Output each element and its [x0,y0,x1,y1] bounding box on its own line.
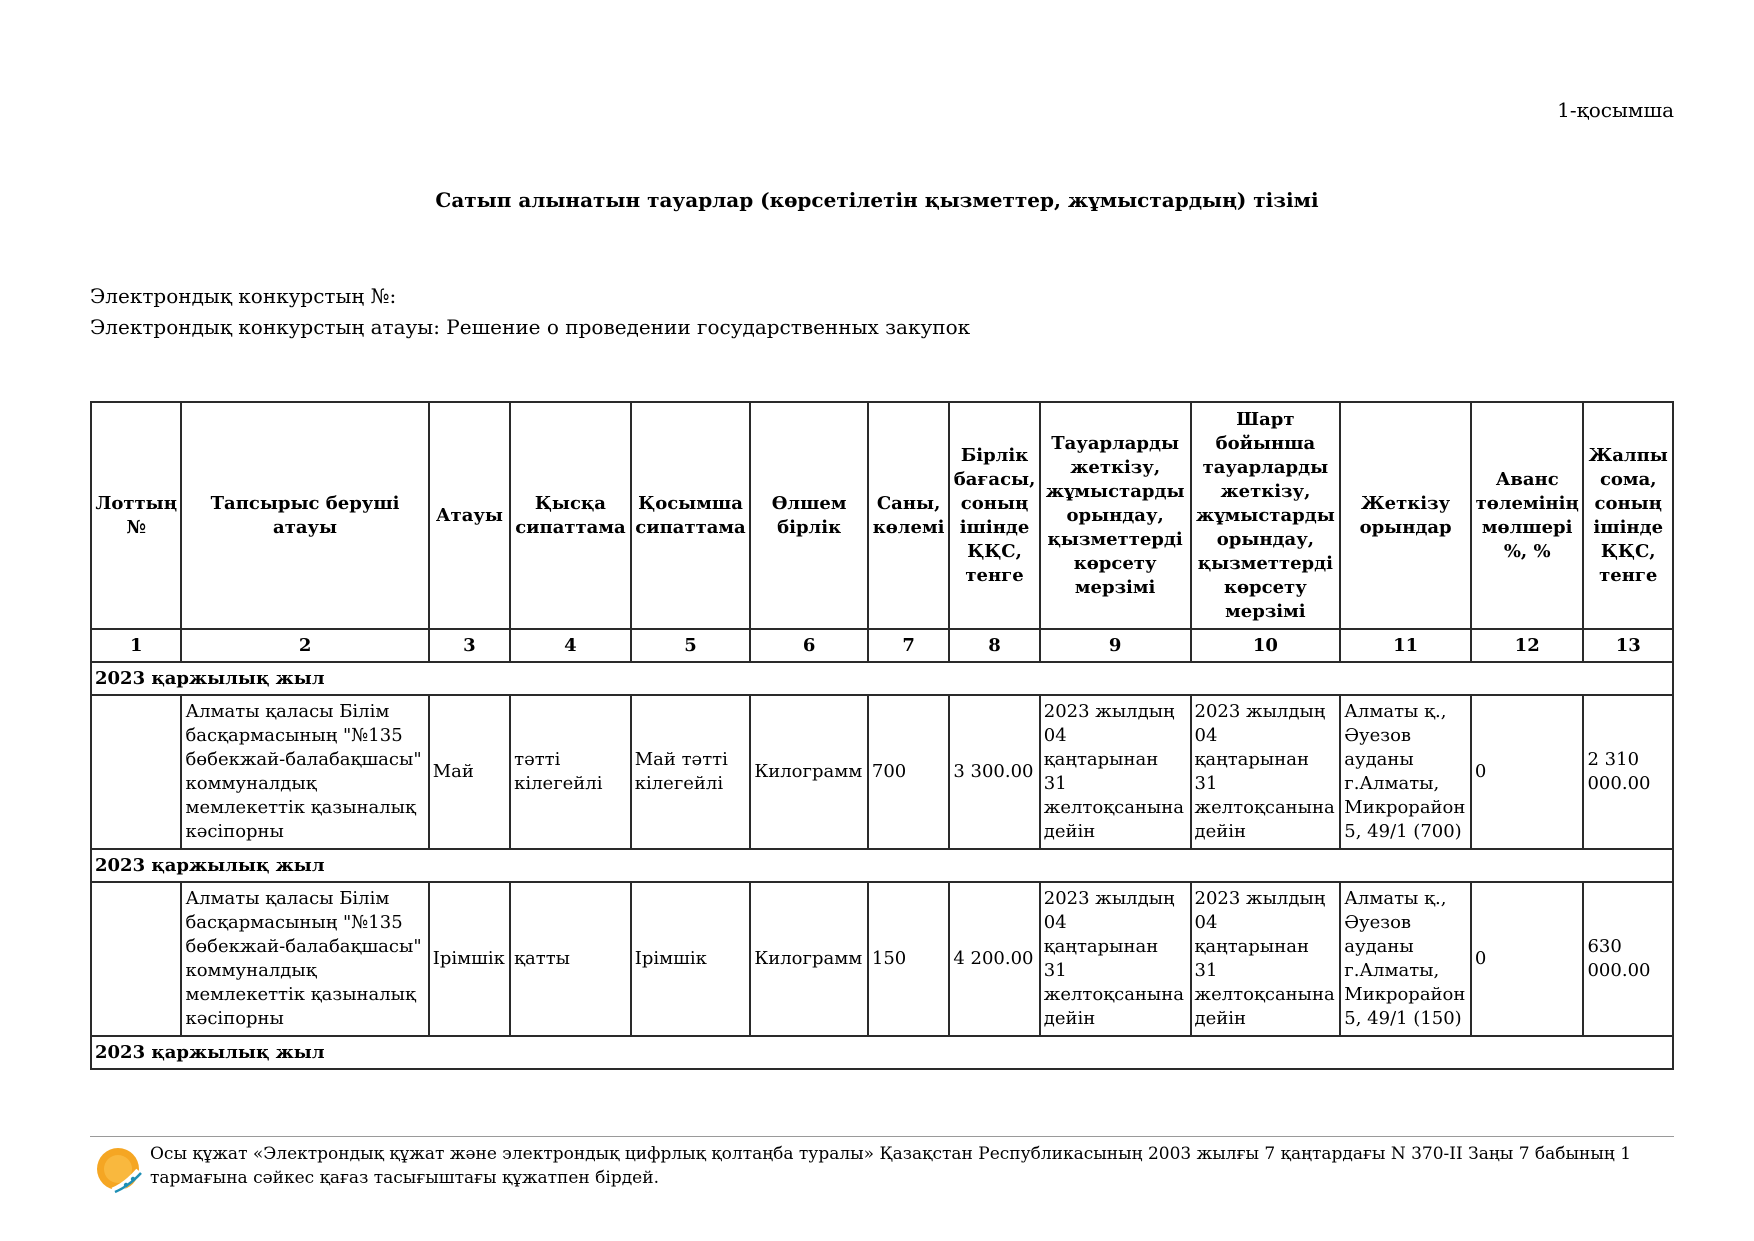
cell-delivery-place: Алматы қ., Әуезов ауданы г.Алматы, Микрорайон 5, 49/1 (150) [1340,882,1471,1036]
cell-total: 2 310 000.00 [1583,695,1673,849]
column-number: 7 [868,629,949,662]
header-extra-description: Қосымша сипаттама [631,402,751,629]
fiscal-year-label: 2023 қаржылық жыл [91,1036,1673,1069]
cell-unit: Килограмм [750,882,868,1036]
cell-extra-description: Май тәтті кілегейлі [631,695,751,849]
table-header-row [91,402,1673,629]
cell-lot-number [91,882,181,1036]
table-row [91,695,1673,849]
cell-total: 630 000.00 [1583,882,1673,1036]
competition-name: Электрондық конкурстың атауы: Решение о проведении государственных закупок [90,315,971,339]
document-title: Сатып алынатын тауарлар (көрсетілетін қызметтер, жұмыстардың) тізімі [435,188,1319,212]
column-number: 4 [510,629,631,662]
cell-customer: Алматы қаласы Білім басқармасының "№135 бөбекжай-балабақшасы" коммуналдық мемлекеттік қазыналық кәсіпорны [181,882,428,1036]
footer-divider [90,1136,1674,1137]
column-number: 12 [1471,629,1584,662]
header-contract-term: Шарт бойынша тауарларды жеткізу, жұмыстарды орындау, қызметтерді көрсету мерзімі [1191,402,1341,629]
column-number: 5 [631,629,751,662]
cell-customer: Алматы қаласы Білім басқармасының "№135 бөбекжай-балабақшасы" коммуналдық мемлекеттік қазыналық кәсіпорны [181,695,428,849]
lots-table [90,401,1674,1070]
header-advance: Аванс төлемінің мөлшері %, % [1471,402,1584,629]
cell-unit-price: 3 300.00 [949,695,1039,849]
header-total: Жалпы сома, соның ішінде ҚҚС, тенге [1583,402,1673,629]
cell-delivery-place: Алматы қ., Әуезов ауданы г.Алматы, Микрорайон 5, 49/1 (700) [1340,695,1471,849]
column-number: 8 [949,629,1039,662]
column-number: 10 [1191,629,1341,662]
header-quantity: Саны, көлемі [868,402,949,629]
cell-contract-term: 2023 жылдың 04 қаңтарынан 31 желтоқсанына дейін [1191,882,1341,1036]
fiscal-year-label: 2023 қаржылық жыл [91,662,1673,695]
cell-short-description: тәтті кілегейлі [510,695,631,849]
column-number: 9 [1040,629,1191,662]
cell-name: Ірімшік [429,882,510,1036]
header-delivery-term: Тауарларды жеткізу, жұмыстарды орындау, қызметтерді көрсету мерзімі [1040,402,1191,629]
cell-short-description: қатты [510,882,631,1036]
cell-delivery-term: 2023 жылдың 04 қаңтарынан 31 желтоқсанына дейін [1040,882,1191,1036]
cell-delivery-term: 2023 жылдың 04 қаңтарынан 31 желтоқсанына дейін [1040,695,1191,849]
fiscal-year-label: 2023 қаржылық жыл [91,849,1673,882]
footer-legal-text: Осы құжат «Электрондық құжат және электрондық цифрлық қолтаңба туралы» Қазақстан Республикасының 2003 жылғы 7 қаңтардағы N 370-II Заңы 7 бабының 1 тармағына сәйкес қағаз тасығыштағы құжатпен бірдей. [150,1144,1632,1188]
header-lot-number: Лоттың № [91,402,181,629]
column-number: 2 [181,629,428,662]
header-unit-price: Бірлік бағасы, соның ішінде ҚҚС, тенге [949,402,1039,629]
cell-lot-number [91,695,181,849]
header-name: Атауы [429,402,510,629]
cell-name: Май [429,695,510,849]
fiscal-year-row [91,849,1673,882]
cell-unit: Килограмм [750,695,868,849]
column-number: 3 [429,629,510,662]
column-number: 1 [91,629,181,662]
header-delivery-place: Жеткізу орындар [1340,402,1471,629]
fiscal-year-row [91,662,1673,695]
column-number: 13 [1583,629,1673,662]
cell-unit-price: 4 200.00 [949,882,1039,1036]
column-number: 6 [750,629,868,662]
egov-sun-logo-icon [93,1145,143,1195]
table-row [91,882,1673,1036]
cell-quantity: 700 [868,695,949,849]
cell-contract-term: 2023 жылдың 04 қаңтарынан 31 желтоқсанына дейін [1191,695,1341,849]
header-short-description: Қысқа сипаттама [510,402,631,629]
cell-advance: 0 [1471,695,1584,849]
fiscal-year-row [91,1036,1673,1069]
header-unit: Өлшем бірлік [750,402,868,629]
column-number-row [91,629,1673,662]
competition-info [90,281,970,343]
annex-label: 1-қосымша [1557,98,1674,122]
column-number: 11 [1340,629,1471,662]
footer [90,1142,1674,1198]
cell-quantity: 150 [868,882,949,1036]
header-customer: Тапсырыс беруші атауы [181,402,428,629]
cell-extra-description: Ірімшік [631,882,751,1036]
cell-advance: 0 [1471,882,1584,1036]
competition-number: Электрондық конкурстың №: [90,284,397,308]
